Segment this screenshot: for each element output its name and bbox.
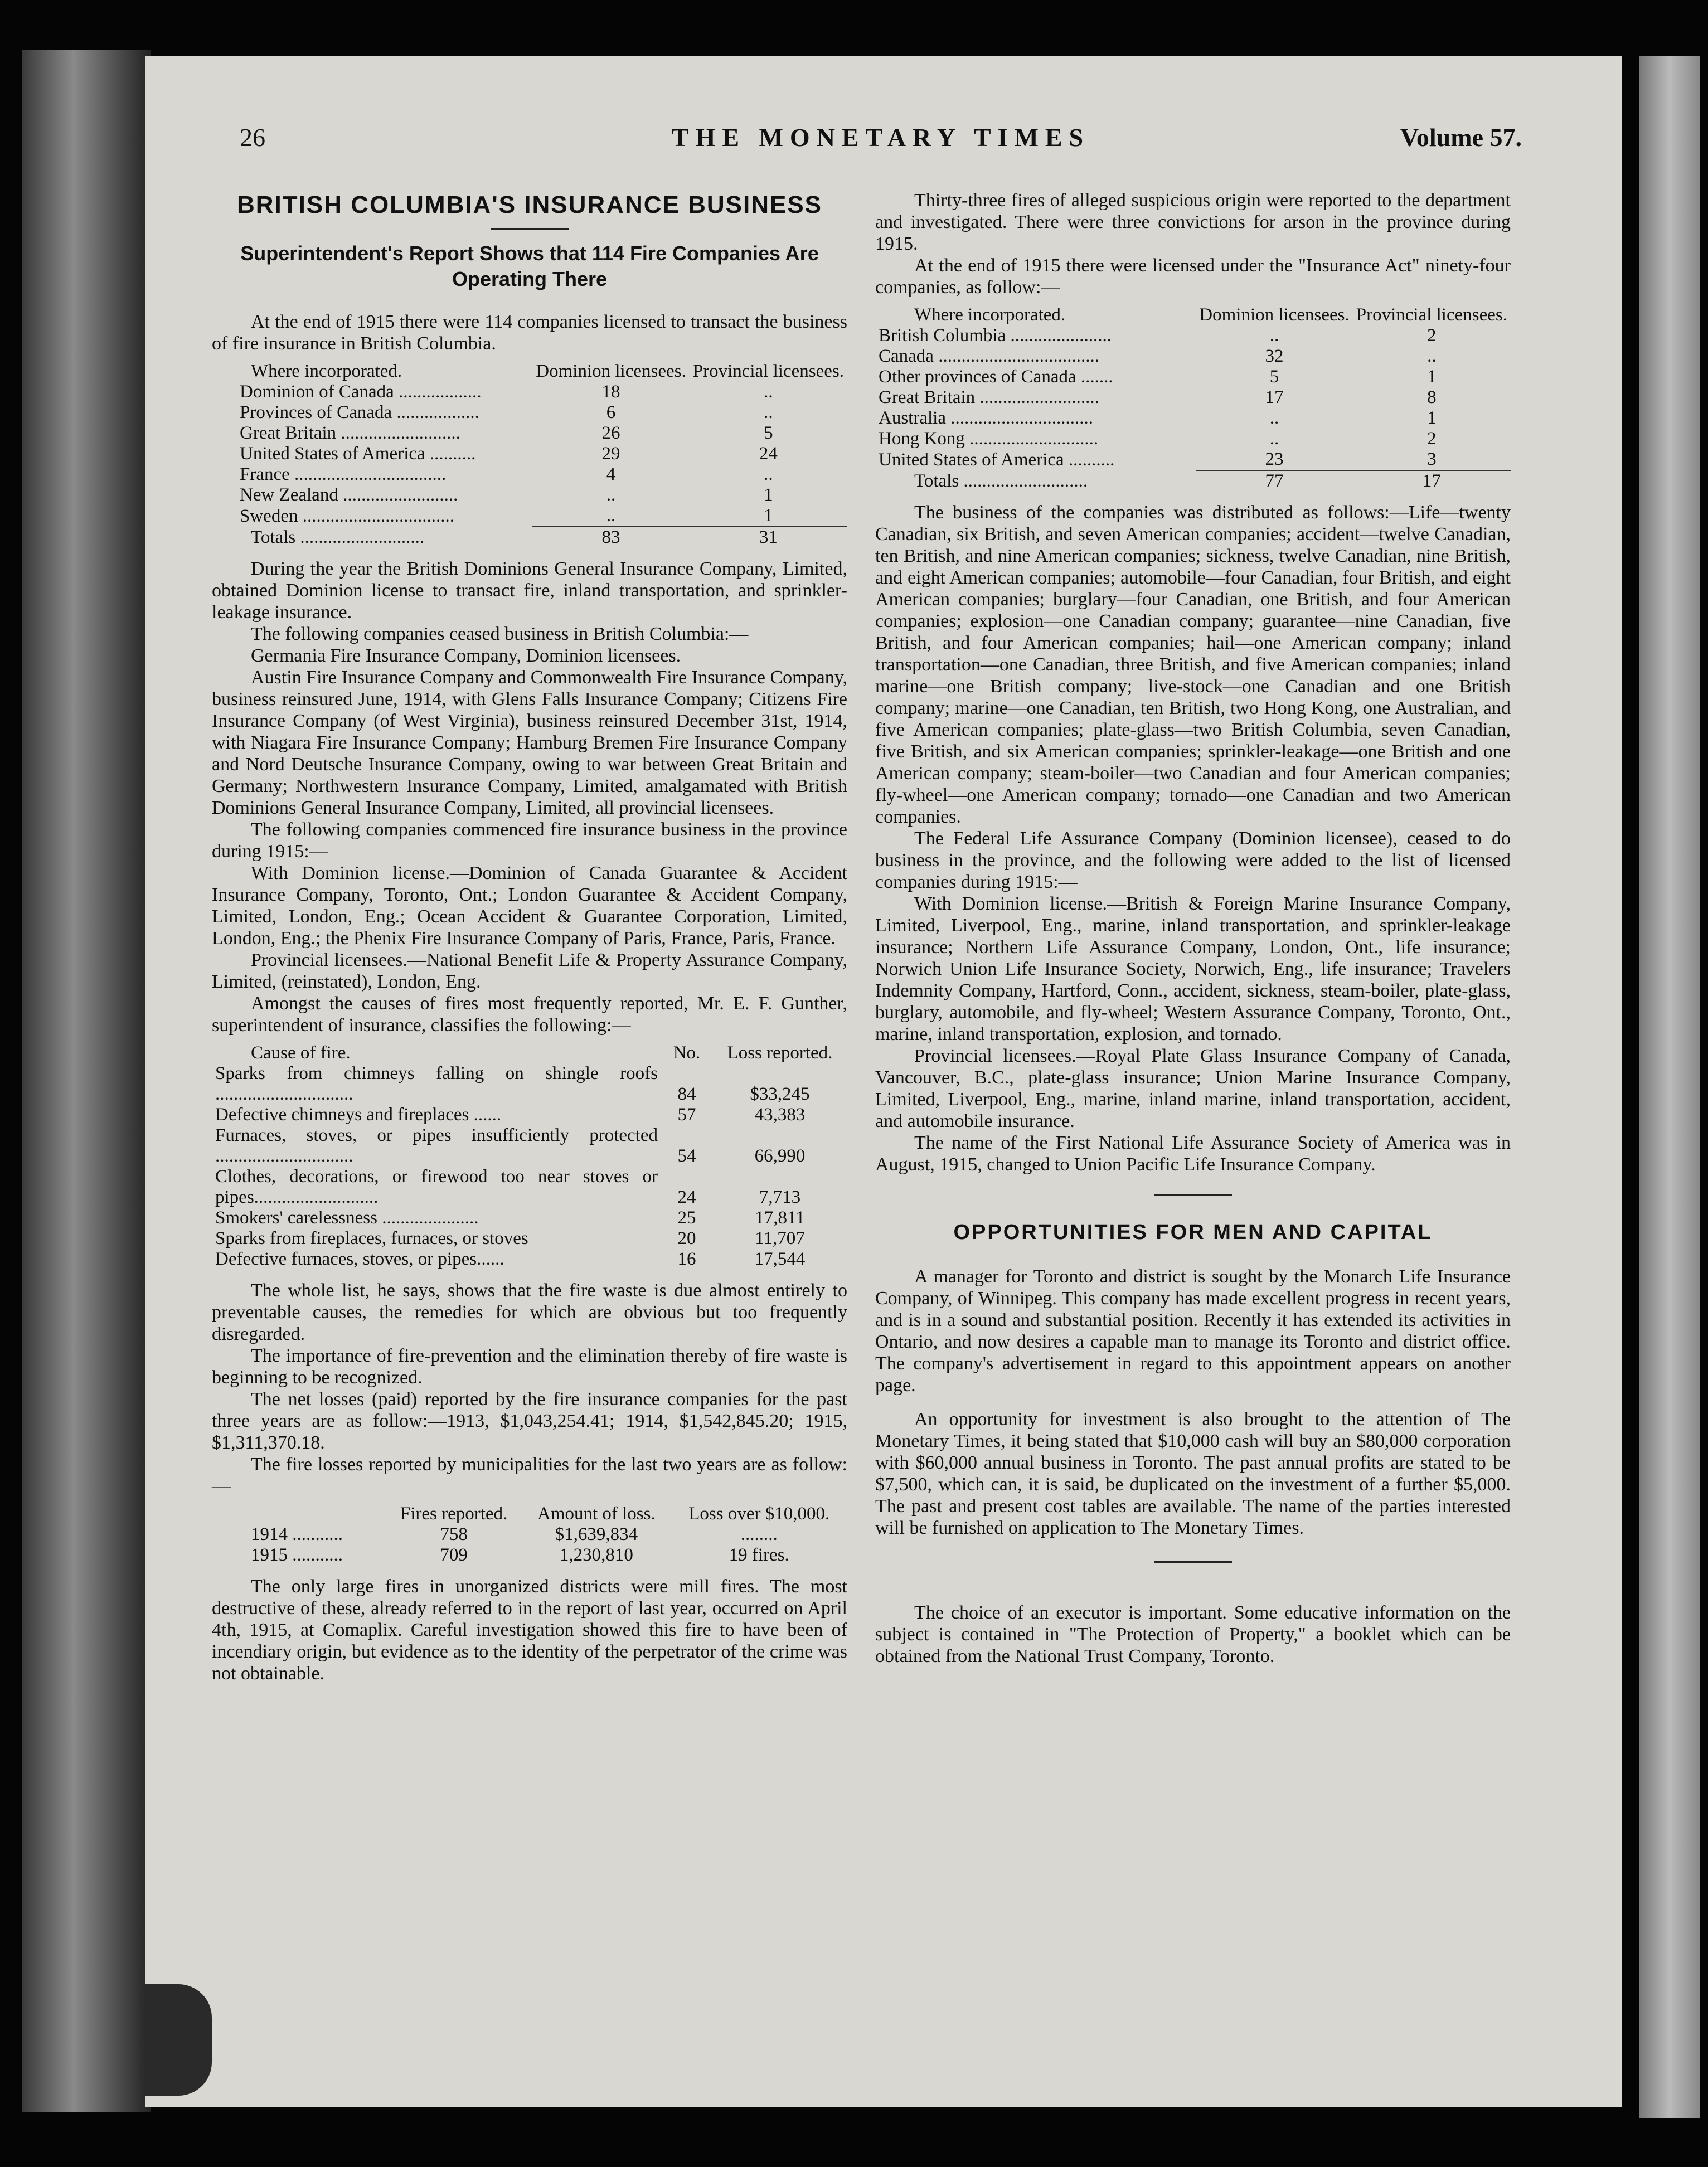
table-row	[875, 325, 1511, 346]
table-row	[212, 382, 847, 402]
table-cell: Sparks from chimneys falling on shingle roofs ..............................	[215, 1063, 658, 1104]
table-cell: 3	[1353, 449, 1511, 470]
table-row	[212, 423, 847, 444]
table-header-row	[212, 361, 847, 382]
table-cell: New Zealand .........................	[240, 485, 458, 505]
table-cell: Totals ...........................	[914, 471, 1088, 491]
table-cell: 29	[601, 444, 620, 464]
table-cell: 32	[1265, 346, 1284, 366]
paragraph: The importance of fire-prevention and the elimination thereby of fire waste is beginning to be recognized.	[212, 1345, 847, 1388]
table-row	[875, 367, 1511, 387]
next-page-edge	[1639, 56, 1700, 2118]
table-header-row	[212, 1043, 847, 1063]
table-cell: 26	[601, 423, 620, 443]
table-cell: 1,230,810	[559, 1545, 633, 1565]
table-cell: British Columbia ......................	[879, 325, 1112, 346]
section-rule	[1154, 1561, 1232, 1563]
table-cell: 709	[440, 1545, 468, 1565]
table-cell: 6	[606, 402, 616, 422]
paragraph: The only large fires in unorganized districts were mill fires. The most destructive of these, already referred to in the report of last year, occurred on April 4th, 1915, at Comaplix. Careful investigation showed this fire to have been of incendiary origin, but evidence as to the identity of the perpetrator of the crime was not obtainable.	[212, 1576, 847, 1684]
paragraph: Germania Fire Insurance Company, Dominion licensees.	[251, 645, 681, 666]
paragraph: The following companies ceased business in British Columbia:—	[251, 624, 749, 644]
table-row	[212, 1105, 847, 1125]
table-cell: Great Britain ..........................	[879, 387, 1099, 407]
table-cell: 43,383	[754, 1105, 806, 1125]
table-cell: 1	[1427, 367, 1437, 387]
table-cell: 77	[1265, 471, 1284, 491]
paragraph: With Dominion license.—British & Foreign Marine Insurance Company, Limited, Liverpool, Eng., marine, inland transportation, and sprinkler-leakage insurance; Northern Life Assurance Company, London, Ont., life insurance; Norwich Union Life Insurance Society, Norwich, Eng., life insurance; Travelers Indemnity Company, Hartford, Conn., accident, sickness, steam-boiler, plate-glass, burglary, automobile, and fly-wheel; Western Assurance Company, Toronto, Ont., marine, inland transportation, explosion, and tornado.	[875, 893, 1511, 1044]
table-cell: United States of America ..........	[879, 450, 1115, 470]
left-column	[212, 190, 847, 1684]
table-cell: Clothes, decorations, or firewood too near stoves or pipes...........................	[215, 1167, 658, 1207]
table-cell: ..	[1269, 325, 1279, 346]
book-binding	[22, 50, 151, 2112]
table-cell: 31	[759, 527, 778, 547]
table-header: No.	[673, 1043, 701, 1063]
paragraph: The Federal Life Assurance Company (Dominion licensee), ceased to do business in the province, and the following were added to the list of licensed companies during 1915:—	[875, 828, 1511, 892]
licensees-table-1914	[212, 361, 847, 548]
table-cell: Provinces of Canada ..................	[240, 402, 479, 422]
table-cell: 17	[1265, 387, 1284, 407]
table-row	[212, 464, 847, 485]
table-cell: 17,544	[754, 1249, 806, 1269]
right-column	[875, 190, 1511, 1667]
table-cell: 84	[677, 1084, 696, 1104]
table-row	[212, 485, 847, 506]
table-cell: 17	[1422, 471, 1441, 491]
table-cell: 1915 ...........	[251, 1545, 343, 1565]
table-cell: ..	[606, 485, 616, 505]
table-cell: 1914 ...........	[251, 1524, 343, 1544]
section-title: OPPORTUNITIES FOR MEN AND CAPITAL	[953, 1221, 1433, 1244]
table-cell: ........	[740, 1524, 778, 1544]
table-cell: ..	[764, 402, 773, 422]
table-cell: Other provinces of Canada .......	[879, 367, 1113, 387]
paragraph: At the end of 1915 there were licensed under the "Insurance Act" ninety-four companies, as follow:—	[875, 255, 1511, 298]
article-title: BRITISH COLUMBIA'S INSURANCE BUSINESS	[236, 191, 823, 218]
table-cell: 66,990	[754, 1146, 806, 1166]
table-cell: 7,713	[759, 1187, 801, 1207]
table-cell: 2	[1427, 429, 1437, 449]
table-row	[212, 1125, 847, 1167]
table-cell: 2	[1427, 325, 1437, 346]
table-cell: ..	[1427, 346, 1437, 366]
table-header: Cause of fire.	[251, 1043, 351, 1063]
table-row	[212, 1228, 847, 1249]
table-row	[212, 1249, 847, 1270]
paragraph: At the end of 1915 there were 114 companies licensed to transact the business of fire insurance in British Columbia.	[212, 312, 847, 354]
table-cell: 24	[677, 1187, 696, 1207]
page-number: 26	[240, 123, 265, 152]
table-cell: Defective furnaces, stoves, or pipes......	[215, 1249, 504, 1269]
table-cell: ..	[532, 506, 689, 527]
table-cell: 5	[764, 423, 773, 443]
paragraph: Amongst the causes of fires most frequently reported, Mr. E. F. Gunther, superintendent of insurance, classifies the following:—	[212, 993, 847, 1036]
table-header: Dominion licensees.	[536, 361, 686, 381]
table-row	[212, 402, 847, 423]
paragraph: The business of the companies was distributed as follows:—Life—twenty Canadian, six British, and seven American companies; accident—twelve Canadian, ten British, and nine American companies; sickness, twelve Canadian, nine British, and eight American companies; automobile—four Canadian, four British, and eight American companies; burglary—four Canadian, one British, and four American companies; explosion—one Canadian company; guarantee—nine Canadian, five British, and four American companies; hail—one American company; inland transportation—one Canadian, three British, and five American companies; inland marine—one British company; live-stock—one Canadian and one British company; marine—one Canadian, ten British, two Hong Kong, one Australian, and five American companies; plate-glass—two British Columbia, seven Canadian, five British, and six American companies; sprinkler-leakage—one British and one American company; steam-boiler—two Canadian and four American companies; fly-wheel—one American company; tornado—one Canadian and two American companies.	[875, 502, 1511, 827]
volume-label: Volume 57.	[1400, 123, 1522, 152]
table-cell: Defective chimneys and fireplaces ......	[215, 1105, 502, 1125]
table-row	[212, 444, 847, 464]
table-cell: 24	[759, 444, 778, 464]
table-cell: ..	[764, 464, 773, 484]
paragraph: Provincial licensees.—National Benefit Life & Property Assurance Company, Limited, (reinstated), London, Eng.	[212, 950, 847, 992]
paragraph: Provincial licensees.—Royal Plate Glass Insurance Company of Canada, Vancouver, B.C., plate-glass insurance; Union Marine Insurance Company, Limited, Liverpool, Eng., marine, inland marine, inland transportation, accident, and automobile insurance.	[875, 1046, 1511, 1131]
table-row	[212, 1524, 847, 1545]
binding-clip-shadow	[145, 1984, 212, 2096]
table-cell: Smokers' carelessness .....................	[215, 1208, 479, 1228]
table-cell: 20	[677, 1228, 696, 1248]
article-subtitle: Superintendent's Report Shows that 114 Fire Companies Are Operating There	[240, 242, 819, 290]
table-cell: 57	[677, 1105, 696, 1125]
table-header-row	[875, 305, 1511, 325]
table-header: Loss reported.	[727, 1043, 833, 1063]
table-cell: Furnaces, stoves, or pipes insufficiently protected ..............................	[215, 1125, 658, 1166]
table-row	[212, 1208, 847, 1228]
table-header: Fires reported.	[400, 1504, 508, 1524]
table-cell: 25	[677, 1208, 696, 1228]
section-rule	[1154, 1194, 1232, 1196]
table-cell: ..	[764, 382, 773, 402]
table-cell: 54	[677, 1146, 696, 1166]
table-cell: Dominion of Canada ..................	[240, 382, 482, 402]
table-header-row	[212, 1504, 847, 1524]
paragraph: Thirty-three fires of alleged suspicious origin were reported to the department and investigated. There were three convictions for arson in the province during 1915.	[875, 190, 1511, 254]
running-header	[240, 123, 1522, 156]
table-row	[875, 429, 1511, 449]
table-cell: 19 fires.	[729, 1545, 789, 1565]
table-header: Loss over $10,000.	[688, 1504, 830, 1524]
table-row	[212, 1545, 847, 1566]
paragraph: The whole list, he says, shows that the fire waste is due almost entirely to preventable causes, the remedies for which are obvious but too frequently disregarded.	[212, 1280, 847, 1344]
table-cell: 16	[677, 1249, 696, 1269]
table-row	[875, 449, 1511, 470]
table-row	[875, 346, 1511, 367]
table-cell: France .................................	[240, 464, 447, 484]
table-cell: $1,639,834	[555, 1524, 638, 1544]
table-cell: 18	[601, 382, 620, 402]
table-cell: 1	[764, 485, 773, 505]
table-header	[212, 1504, 386, 1524]
table-row	[875, 387, 1511, 408]
table-cell: 17,811	[755, 1208, 805, 1228]
table-row	[212, 1063, 847, 1105]
table-row	[875, 408, 1511, 429]
table-cell: 1	[1427, 408, 1437, 428]
table-total-row	[875, 470, 1511, 492]
table-cell: ..	[1269, 408, 1279, 428]
table-cell: United States of America ..........	[240, 444, 476, 464]
table-cell: 8	[1427, 387, 1437, 407]
table-cell: 758	[440, 1524, 468, 1544]
table-row	[212, 1167, 847, 1208]
table-header: Provincial licensees.	[692, 361, 844, 381]
table-row	[212, 506, 847, 527]
paragraph: A manager for Toronto and district is sought by the Monarch Life Insurance Company, of Winnipeg. This company has made excellent progress in recent years, and is in a sound and substantial position. Recently it has extended its activities in Ontario, and now desires a capable man to manage its Toronto and district office. The company's advertisement in regard to this appointment appears on another page.	[875, 1266, 1511, 1396]
table-header: Amount of loss.	[537, 1504, 656, 1524]
table-header: Provincial licensees.	[1356, 305, 1507, 325]
table-total-row	[212, 527, 847, 548]
table-cell: Great Britain ..........................	[240, 423, 460, 443]
paragraph: With Dominion license.—Dominion of Canada Guarantee & Accident Insurance Company, Toronto, Ont.; London Guarantee & Accident Company, Limited, London, Eng.; Ocean Accident & Guarantee Corporation, Limited, London, Eng.; the Phenix Fire Insurance Company of Paris, France, Paris, France.	[212, 863, 847, 949]
fire-causes-table	[212, 1043, 847, 1270]
table-cell: 23	[1196, 449, 1352, 470]
table-cell: 83	[601, 527, 620, 547]
table-header: Where incorporated.	[251, 361, 402, 381]
publication-title: THE MONETARY TIMES	[671, 123, 1090, 152]
table-cell: 1	[690, 506, 847, 527]
paragraph: Austin Fire Insurance Company and Commonwealth Fire Insurance Company, business reinsured June, 1914, with Glens Falls Insurance Company; Citizens Fire Insurance Company (of West Virginia), business reinsured December 31st, 1914, with Niagara Fire Insurance Company; Hamburg Bremen Fire Insurance Company and Nord Deutsche Insurance Company, owing to war between Great Britain and Germany; Northwestern Insurance Company, Limited, amalgamated with British Dominions General Insurance Company, Limited, all provincial licensees.	[212, 667, 847, 818]
table-cell: ..	[1269, 429, 1279, 449]
table-header: Where incorporated.	[914, 305, 1066, 325]
paragraph: The fire losses reported by municipalities for the last two years are as follow:—	[212, 1454, 847, 1497]
table-cell: Australia ...............................	[879, 408, 1093, 428]
table-cell: Hong Kong ............................	[879, 429, 1099, 449]
table-cell: Sweden .................................	[240, 506, 454, 526]
table-cell: Totals ...........................	[251, 527, 425, 547]
paragraph: The name of the First National Life Assurance Society of America was in August, 1915, changed to Union Pacific Life Insurance Company.	[875, 1133, 1511, 1175]
municipal-losses-table	[212, 1504, 847, 1566]
title-rule	[491, 228, 569, 230]
table-cell: Sparks from fireplaces, furnaces, or stoves	[215, 1228, 528, 1248]
licensees-table-1915	[875, 305, 1511, 492]
paragraph: The choice of an executor is important. Some educative information on the subject is contained in "The Protection of Property," a booklet which can be obtained from the National Trust Company, Toronto.	[875, 1602, 1511, 1666]
paragraph: The following companies commenced fire insurance business in the province during 1915:—	[212, 819, 847, 862]
table-header: Dominion licensees.	[1199, 305, 1350, 325]
table-cell: Canada ...................................	[879, 346, 1099, 366]
table-cell: 5	[1269, 367, 1279, 387]
paragraph: During the year the British Dominions General Insurance Company, Limited, obtained Dominion license to transact fire, inland transportation, and sprinkler-leakage insurance.	[212, 558, 847, 623]
page	[145, 56, 1622, 2107]
paragraph: An opportunity for investment is also brought to the attention of The Monetary Times, it being stated that $10,000 cash will buy an $80,000 corporation with $60,000 annual business in Toronto. The past annual profits are stated to be $7,500, which can, it is said, be duplicated on the investment of a further $5,000. The past and present cost tables are available. The name of the parties interested will be furnished on application to The Monetary Times.	[875, 1409, 1511, 1538]
paragraph: The net losses (paid) reported by the fire insurance companies for the past three years are as follow:—1913, $1,043,254.41; 1914, $1,542,845.20; 1915, $1,311,370.18.	[212, 1389, 847, 1453]
table-cell: 11,707	[755, 1228, 805, 1248]
table-cell: 4	[606, 464, 616, 484]
table-cell: $33,245	[750, 1084, 810, 1104]
